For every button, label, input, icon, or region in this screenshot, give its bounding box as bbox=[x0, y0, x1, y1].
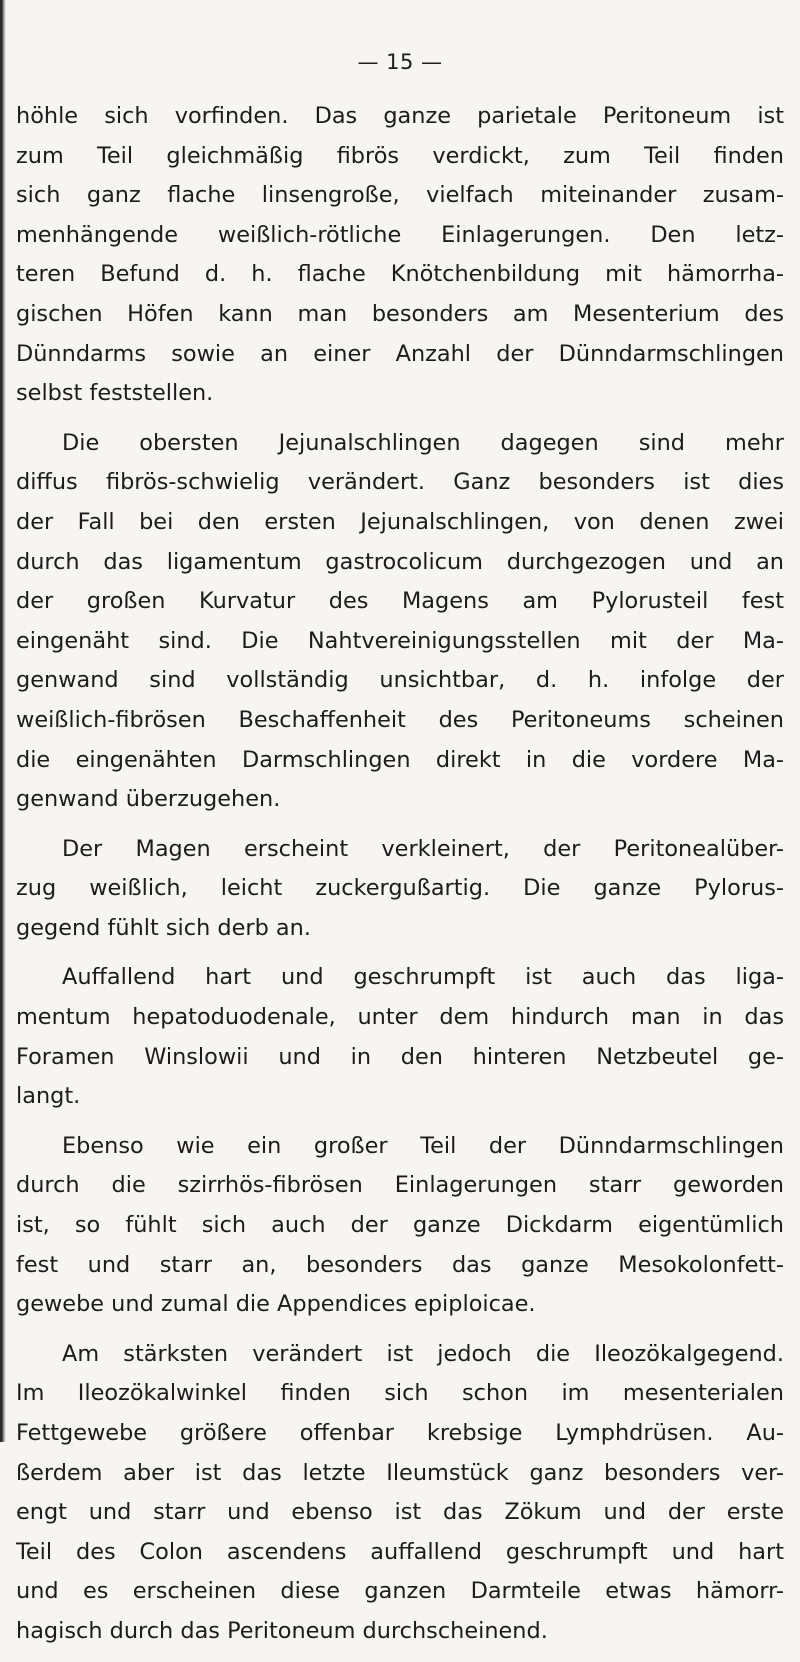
text-line: menhängende weißlich-rötliche Einlagerungen. Den letz- bbox=[16, 221, 784, 248]
text-line: teren Befund d. h. flache Knötchenbildung mit hämorrha- bbox=[16, 261, 784, 288]
page-number: — 15 — bbox=[357, 50, 443, 74]
paragraph bbox=[16, 1335, 784, 1652]
text-line: ist, so fühlt sich auch der ganze Dickdarm eigentümlich bbox=[16, 1212, 784, 1239]
text-line: die eingenähten Darmschlingen direkt in die vordere Ma- bbox=[16, 746, 784, 773]
text-line: hagisch durch das Peritoneum durchscheinend. bbox=[16, 1617, 548, 1644]
text-line: eingenäht sind. Die Nahtvereinigungsstellen mit der Ma- bbox=[16, 627, 784, 654]
paragraph bbox=[16, 424, 784, 820]
text-line: höhle sich vorfinden. Das ganze parietale Peritoneum ist bbox=[16, 103, 784, 129]
text-line: Auffallend hart und geschrumpft ist auch das liga- bbox=[62, 964, 784, 991]
text-line: selbst feststellen. bbox=[16, 380, 214, 407]
text-line: gegend fühlt sich derb an. bbox=[16, 914, 311, 941]
text-line: Teil des Colon ascendens auffallend geschrumpft und hart bbox=[16, 1538, 784, 1565]
text-line: Dünndarms sowie an einer Anzahl der Dünndarmschlingen bbox=[16, 340, 784, 367]
text-line: ßerdem aber ist das letzte Ileumstück ganz besonders ver- bbox=[16, 1459, 784, 1486]
body-text bbox=[16, 97, 784, 1662]
binding-edge bbox=[0, 0, 6, 1442]
text-line: genwand sind vollständig unsichtbar, d. h. infolge der bbox=[16, 667, 784, 694]
paragraph bbox=[16, 830, 784, 949]
text-line: fest und starr an, besonders das ganze Mesokolonfett- bbox=[16, 1251, 784, 1278]
text-line: zug weißlich, leicht zuckergußartig. Die ganze Pylorus- bbox=[16, 875, 784, 902]
text-line: gewebe und zumal die Appendices epiploicae. bbox=[16, 1291, 536, 1318]
text-line: gischen Höfen kann man besonders am Mesenterium des bbox=[16, 300, 784, 327]
text-line: Ebenso wie ein großer Teil der Dünndarmschlingen bbox=[62, 1132, 784, 1159]
text-line: engt und starr und ebenso ist das Zökum und der erste bbox=[16, 1499, 784, 1526]
text-line: sich ganz flache linsengroße, vielfach miteinander zusam- bbox=[16, 182, 784, 209]
text-line: diffus fibrös-schwielig verändert. Ganz besonders ist dies bbox=[16, 469, 784, 496]
text-line: Fettgewebe größere offenbar krebsige Lymphdrüsen. Au- bbox=[16, 1420, 784, 1446]
text-line: Foramen Winslowii und in den hinteren Netzbeutel ge- bbox=[16, 1043, 784, 1070]
text-line: weißlich-fibrösen Beschaffenheit des Peritoneums scheinen bbox=[16, 706, 784, 733]
paragraph bbox=[16, 1127, 784, 1325]
text-line: mentum hepatoduodenale, unter dem hindurch man in das bbox=[16, 1004, 784, 1031]
paragraph bbox=[16, 958, 784, 1116]
text-line: der großen Kurvatur des Magens am Pylorusteil fest bbox=[16, 588, 784, 615]
paragraph bbox=[16, 97, 784, 414]
text-line: Der Magen erscheint verkleinert, der Peritonealüber- bbox=[62, 835, 784, 862]
text-line: zum Teil gleichmäßig fibrös verdickt, zum Teil finden bbox=[16, 142, 784, 169]
text-line: Am stärksten verändert ist jedoch die Ileozökalgegend. bbox=[62, 1340, 784, 1367]
text-line: der Fall bei den ersten Jejunalschlingen, von denen zwei bbox=[16, 508, 784, 535]
text-line: Im Ileozökalwinkel finden sich schon im mesenterialen bbox=[16, 1380, 784, 1407]
text-line: durch das ligamentum gastrocolicum durchgezogen und an bbox=[16, 548, 784, 575]
text-line: durch die szirrhös-fibrösen Einlagerungen starr geworden bbox=[16, 1172, 784, 1199]
text-line: genwand überzugehen. bbox=[16, 786, 281, 813]
text-line: und es erscheinen diese ganzen Darmteile etwas hämorr- bbox=[16, 1578, 784, 1605]
text-line: langt. bbox=[16, 1083, 81, 1110]
text-line: Die obersten Jejunalschlingen dagegen sind mehr bbox=[62, 429, 784, 456]
